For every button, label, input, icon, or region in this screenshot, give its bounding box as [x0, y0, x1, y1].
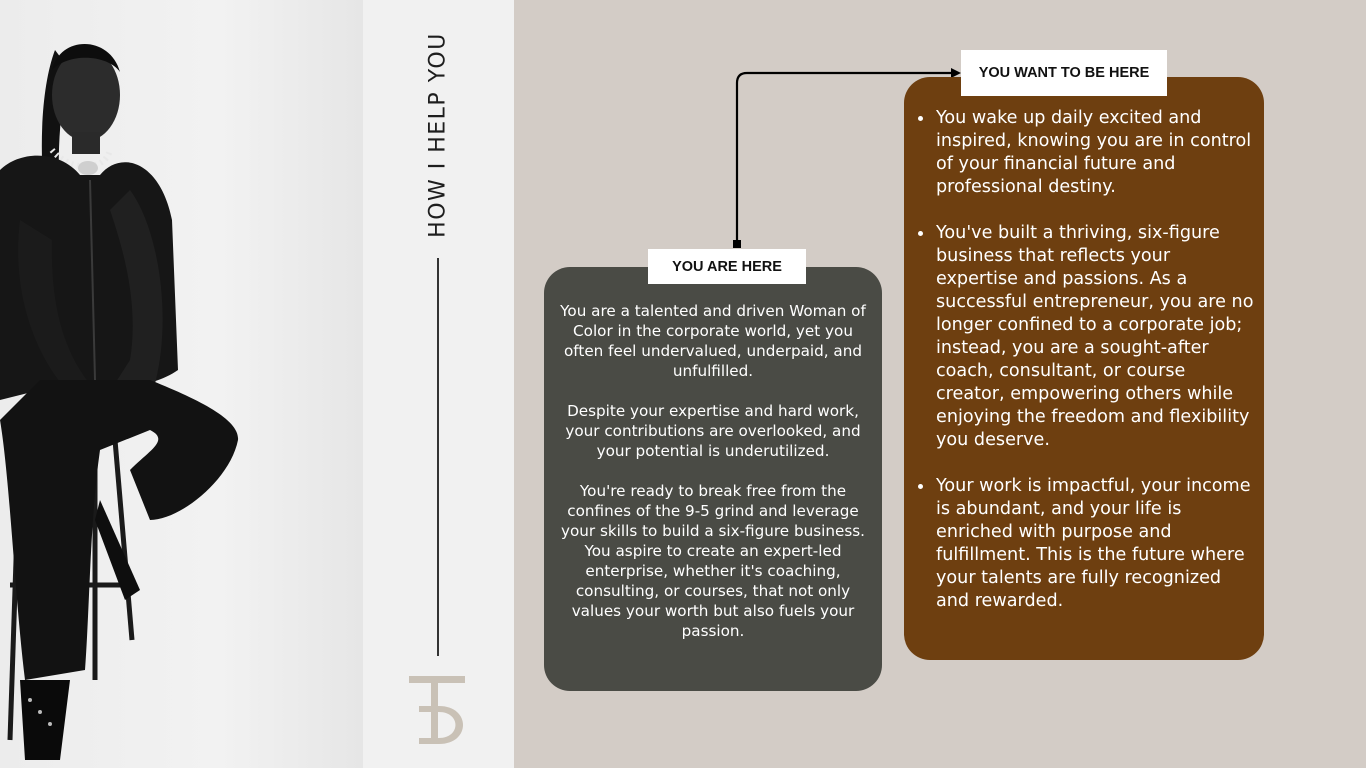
- current-state-paragraph: You are a talented and driven Woman of Color in the corporate world, yet you often feel undervalued, underpaid, and unfulfilled.: [560, 302, 866, 380]
- desired-state-card: [904, 77, 1264, 660]
- you-want-to-be-here-label: YOU WANT TO BE HERE: [961, 50, 1167, 96]
- monogram-logo: [405, 672, 471, 748]
- portrait-illustration: [0, 0, 363, 768]
- title-divider: [437, 258, 439, 656]
- desired-state-bullet: You've built a thriving, six-figure business that reflects your expertise and passions. As a successful entrepreneur, you are no longer confined to a corporate job; instead, you are a sought-after coach, consultant, or course creator, empowering others while enjoying the freedom and flexibility you deserve.: [936, 222, 1256, 452]
- portrait-photo: [0, 0, 363, 768]
- you-are-here-label: YOU ARE HERE: [648, 249, 806, 284]
- desired-state-list: [936, 107, 1256, 613]
- desired-state-bullet: You wake up daily excited and inspired, knowing you are in control of your financial future and professional destiny.: [936, 107, 1256, 199]
- desired-state-bullet: Your work is impactful, your income is abundant, and your life is enriched with purpose and fulfillment. This is the future where your talents are fully recognized and rewarded.: [936, 475, 1256, 613]
- section-title: HOW I HELP YOU: [425, 32, 451, 238]
- current-state-card: [544, 267, 882, 691]
- current-state-paragraph: You're ready to break free from the confines of the 9-5 grind and leverage your skills to build a six-figure business. You aspire to create an expert-led enterprise, whether it's coaching, consulting, or courses, that not only values your worth but also fuels your passion.: [560, 482, 865, 640]
- current-state-paragraph: Despite your expertise and hard work, your contributions are overlooked, and your potential is underutilized.: [565, 402, 861, 460]
